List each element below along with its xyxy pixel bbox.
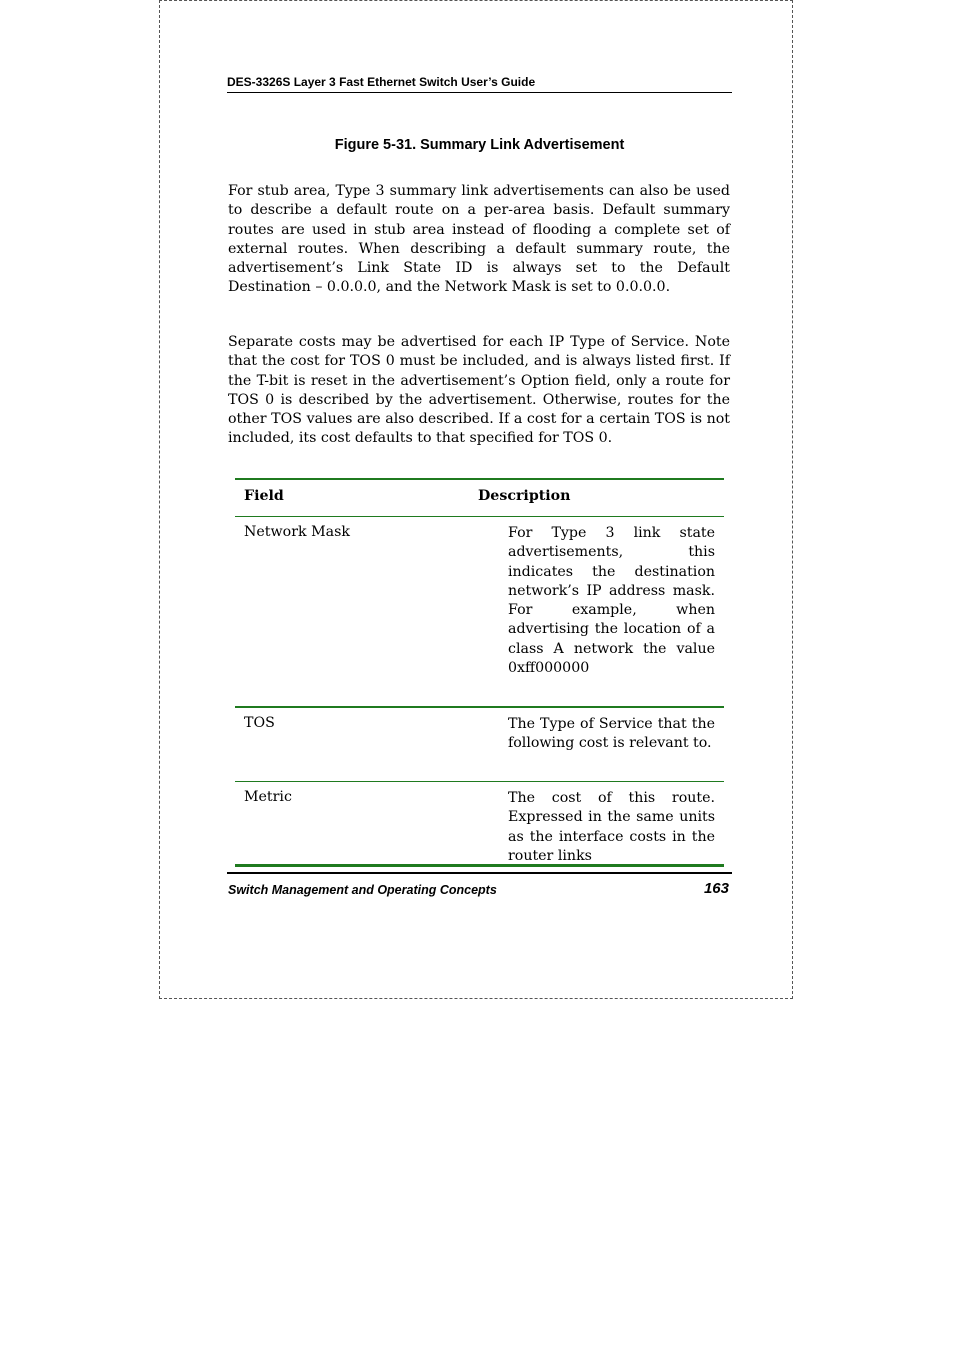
column-header-description: Description: [478, 488, 571, 504]
paragraph-stub-area: For stub area, Type 3 summary link advertisements can also be used to describe a default route on a per-area basis. Default summary routes are used in stub area instead of flooding a complete set of external routes. When describing a default summary route, the advertisement’s Link State ID is always set to the Default Destination – 0.0.0.0, and the Network Mask is set to 0.0.0.0.: [228, 183, 730, 296]
page-number: 163: [703, 880, 729, 897]
table-row: [235, 782, 724, 865]
row-description: The Type of Service that the following cost is relevant to.: [508, 716, 715, 752]
figure-caption: Figure 5-31. Summary Link Advertisement: [334, 137, 625, 153]
row-field: Network Mask: [244, 524, 350, 540]
table-header-row: [235, 480, 724, 516]
row-field: Metric: [244, 789, 292, 805]
footer-section-title: Switch Management and Operating Concepts: [228, 883, 497, 897]
row-description: For Type 3 link state advertisements, this indicates the destination network’s IP address mask. For example, when advertising the location of a class A network the value 0xff000000: [508, 525, 715, 677]
table-row: [235, 708, 724, 781]
column-header-field: Field: [244, 488, 284, 504]
field-description-table: [235, 478, 724, 865]
footer-rule: [227, 872, 732, 874]
table-row: [235, 517, 724, 706]
page-header: DES-3326S Layer 3 Fast Ethernet Switch User’s Guide: [227, 75, 732, 93]
row-description: The cost of this route. Expressed in the same units as the interface costs in the router links: [508, 790, 715, 864]
document-page: [159, 0, 793, 999]
table-bottom-rule: [235, 864, 724, 867]
paragraph-tos-costs: Separate costs may be advertised for each IP Type of Service. Note that the cost for TOS 0 must be included, and is always listed first. If the T-bit is reset in the advertisement’s Option field, only a route for TOS 0 is described by the advertisement. Otherwise, routes for the other TOS values are also described. If a cost for a certain TOS is not included, its cost defaults to that specified for TOS 0.: [228, 334, 730, 447]
row-field: TOS: [244, 715, 275, 731]
